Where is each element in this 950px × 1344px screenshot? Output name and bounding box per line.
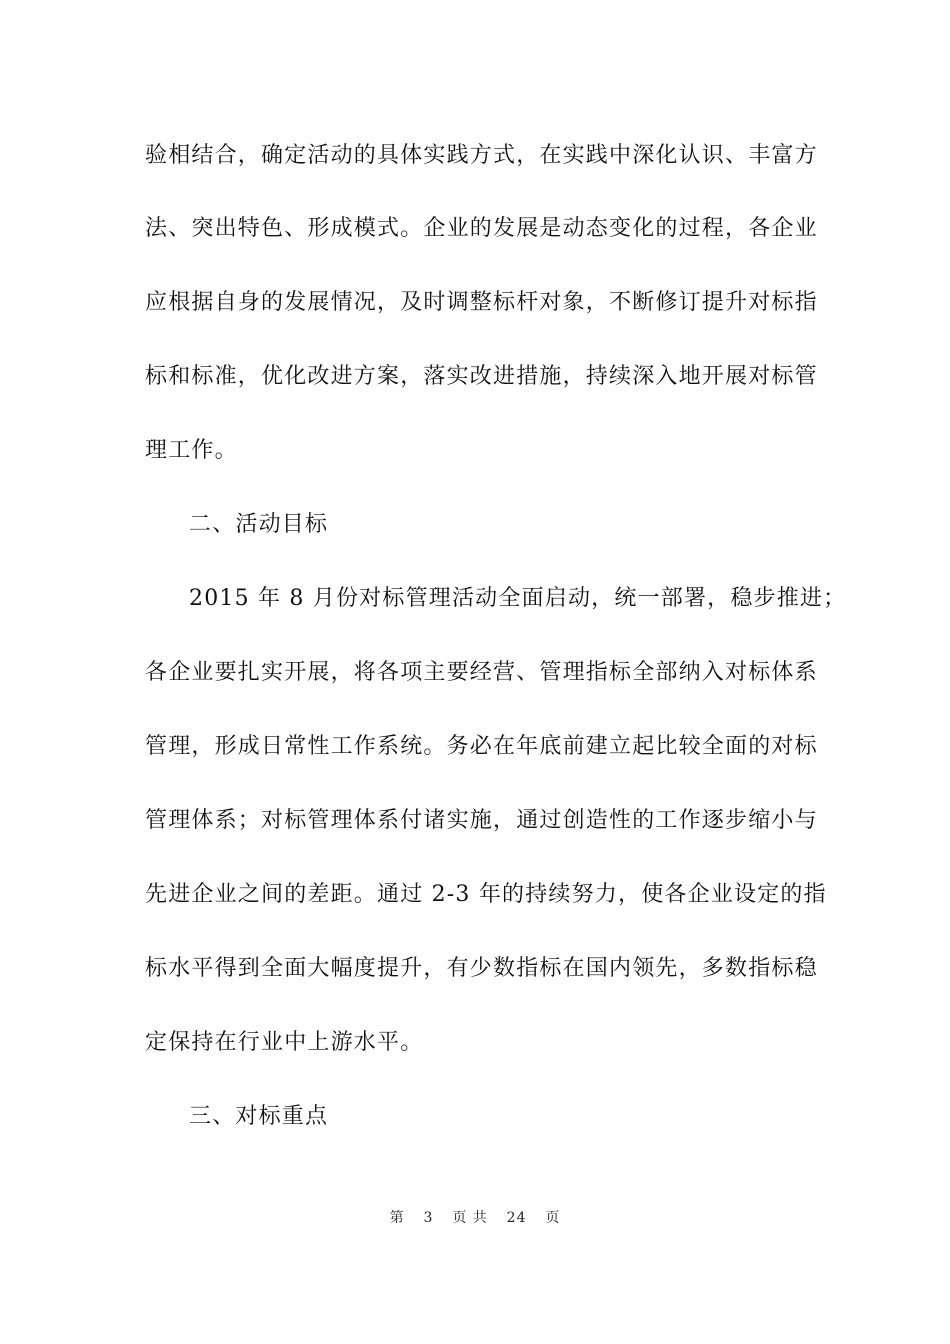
footer-current-page: 3: [423, 1210, 434, 1226]
paragraph-line: 管理体系；对标管理体系付诸实施，通过创造性的工作逐步缩小与: [145, 808, 818, 833]
footer-middle: 页 共: [452, 1210, 488, 1226]
page-footer: [0, 1208, 950, 1228]
footer-suffix: 页: [545, 1210, 561, 1226]
footer-prefix: 第: [389, 1210, 405, 1226]
paragraph-line: 标和标准，优化改进方案，落实改进措施，持续深入地开展对标管: [145, 364, 818, 389]
paragraph-line: 理工作。: [145, 438, 238, 463]
footer-total-pages: 24: [506, 1210, 527, 1226]
paragraph-line: 各企业要扎实开展，将各项主要经营、管理指标全部纳入对标体系: [145, 660, 818, 685]
paragraph-line: 法、突出特色、形成模式。企业的发展是动态变化的过程，各企业: [145, 216, 818, 241]
paragraph-line: 管理，形成日常性工作系统。务必在年底前建立起比较全面的对标: [145, 734, 818, 759]
section-heading: 二、活动目标: [189, 512, 329, 537]
paragraph-line: 定保持在行业中上游水平。: [145, 1030, 424, 1055]
paragraph-line: 先进企业之间的差距。通过 2-3 年的持续努力，使各企业设定的指: [145, 882, 827, 907]
paragraph-line: 应根据自身的发展情况，及时调整标杆对象，不断修订提升对标指: [145, 290, 818, 315]
section-heading: 三、对标重点: [189, 1104, 329, 1129]
paragraph-line: 验相结合，确定活动的具体实践方式，在实践中深化认识、丰富方: [145, 143, 818, 168]
paragraph-line: 标水平得到全面大幅度提升，有少数指标在国内领先，多数指标稳: [145, 956, 818, 981]
paragraph-line: 2015 年 8 月份对标管理活动全面启动，统一部署，稳步推进；: [189, 586, 847, 611]
